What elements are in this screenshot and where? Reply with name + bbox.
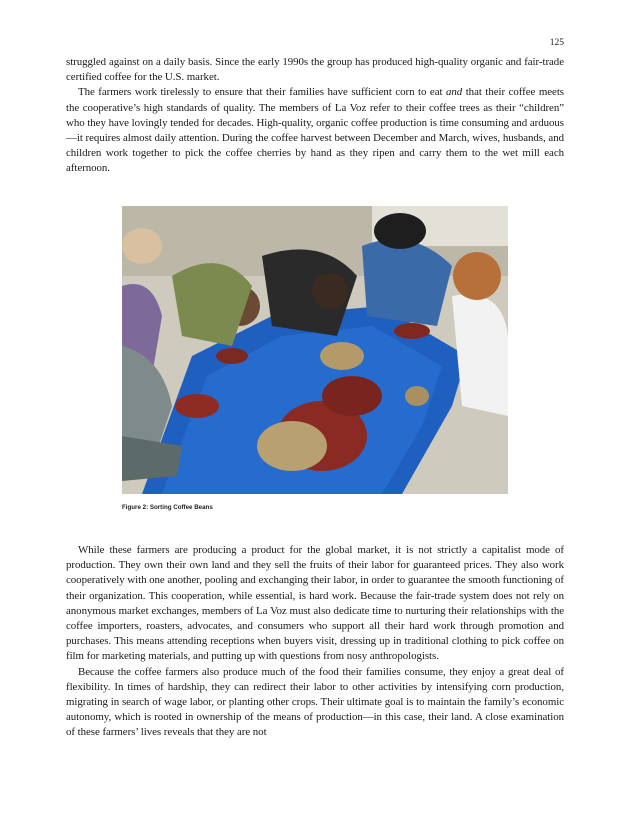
page-number: 125 xyxy=(549,38,564,48)
figure-caption: Figure 2: Sorting Coffee Beans xyxy=(122,504,213,511)
paragraph: While these farmers are producing a product for the global market, it is not strictly a capitalist mode of production. They own their own land and they sell the fruits of their labor for guaranteed prices. They also work cooperatively with one another, pooling and exchanging their labor, in order to guarantee the smooth functioning of their organization. This cooperation, while essential, is hard work. Because the fair-trade system does not rely on anonymous market exchanges, members of La Voz must also dedicate time to nurturing their relationships with the coffee importers, roasters, advocates, and consumers who support all their hard work through promotion and purchases. This means attending receptions when buyers visit, dressing up in traditional clothing to pick coffee on film for marketing materials, and putting up with questions from nosy anthropologists. xyxy=(66,544,564,663)
paragraph xyxy=(66,85,564,176)
paragraph: Because the coffee farmers also produce much of the food their families consume, they enjoy a great deal of flexibility. In times of hardship, they can redirect their labor to other activities by intensifying corn production, migrating in search of wage labor, or planting other crops. Their ultimate goal is to maintain the family’s economic autonomy, which is rooted in ownership of the means of production—in this case, their land. A close examination of these farmers’ lives reveals that they are not xyxy=(66,665,564,739)
body-text-bottom xyxy=(66,543,564,741)
emphasis-text: and xyxy=(445,86,463,99)
figure-photo xyxy=(122,206,508,494)
paragraph-text: that their coffee meets the cooperative’s high standards of quality. The members of La Voz refer to their coffee trees as their “children” who they have lovingly tended for decades. High-quality, organic coffee production is time consuming and arduous—it requires almost daily attention. During the coffee harvest between December and March, wives, husbands, and children work together to pick the coffee cherries by hand as they ripen and carry them to the wet mill each afternoon. xyxy=(66,86,564,175)
paragraph: struggled against on a daily basis. Since the early 1990s the group has produced high-quality organic and fair-trade certified coffee for the U.S. market. xyxy=(66,56,564,84)
body-text-top xyxy=(66,55,564,177)
paragraph-text: The farmers work tirelessly to ensure that their families have sufficient corn to eat xyxy=(78,86,446,99)
